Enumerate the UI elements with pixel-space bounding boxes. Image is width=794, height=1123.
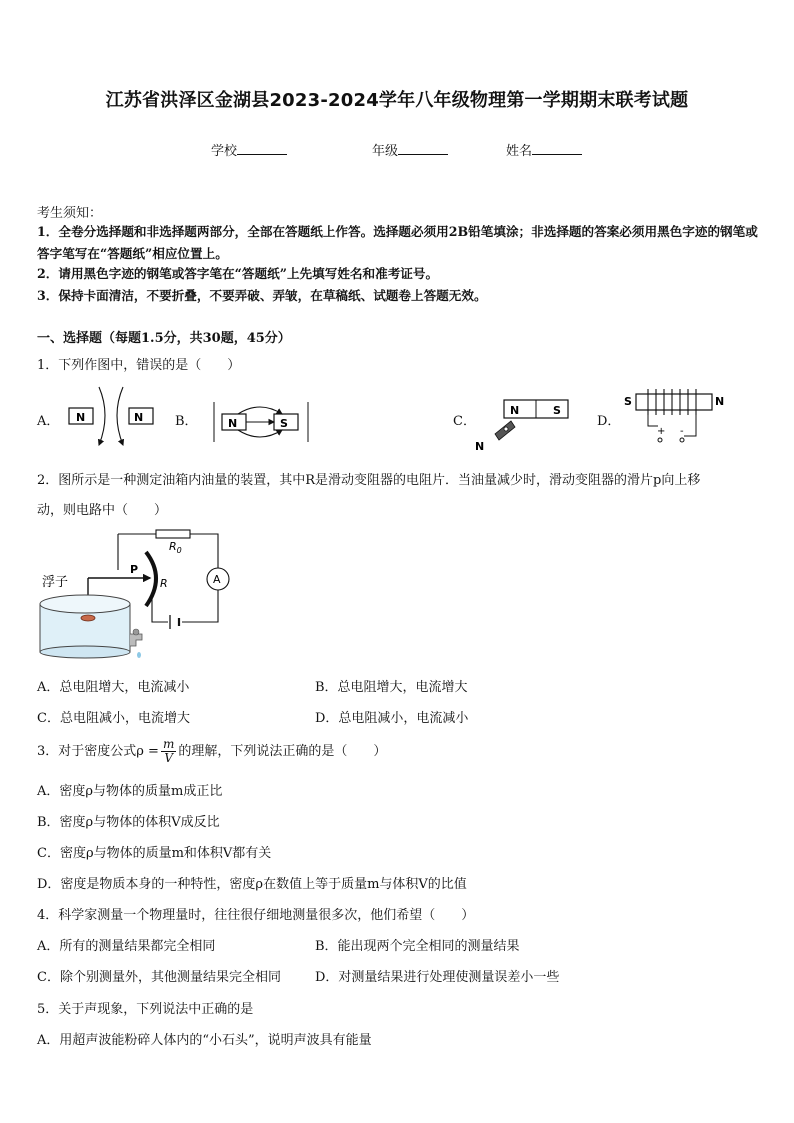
solenoid-s: S — [624, 395, 632, 408]
rheostat-label: R — [160, 577, 168, 590]
notice-heading: 考生须知： — [37, 206, 103, 221]
q3-option-c: C．密度ρ与物体的质量m和体积V都有关 — [37, 846, 272, 861]
q3-stem-pre: 3．对于密度公式ρ = — [37, 744, 159, 759]
grade-blank — [398, 141, 448, 155]
q5-stem: 5．关于声现象，下列说法中正确的是 — [37, 1002, 254, 1017]
density-fraction — [161, 738, 176, 765]
q2-stem-line-2: 动，则电路中（ ） — [37, 503, 168, 518]
field-line-left — [99, 387, 105, 445]
wire-bottom — [152, 598, 168, 622]
rheostat-r — [146, 552, 156, 606]
q3-option-b: B．密度ρ与物体的体积V成反比 — [37, 815, 220, 830]
solenoid-core — [636, 394, 712, 410]
name-blank — [532, 141, 582, 155]
magnet-n-label: N — [228, 417, 238, 430]
q5-option-a: A．用超声波能粉碎人体内的“小石头”，说明声波具有能量 — [37, 1033, 372, 1048]
field-line-right — [117, 387, 123, 445]
coil-lead-right — [684, 415, 696, 436]
notice-item-1: 1．全卷分选择题和非选择题两部分，全部在答题纸上作答。选择题必须用2B铅笔填涂；非选择题的答案必须用黑色字迹的钢笔或答字笔写在“答题纸”相应位置上。 — [37, 224, 758, 261]
fraction-denominator: V — [164, 751, 173, 765]
tap — [130, 634, 142, 646]
float-label: 浮子 — [42, 575, 69, 590]
q2-option-b: B．总电阻增大，电流增大 — [315, 680, 468, 695]
magnet-left-pole: N — [76, 411, 86, 424]
terminal-plus — [658, 438, 662, 442]
slider-label: P — [130, 563, 139, 576]
q1-label-c: C． — [453, 414, 476, 429]
page-title: 江苏省洪泽区金湖县2023-2024学年八年级物理第一学期期末联考试题 — [105, 90, 689, 111]
q1-label-a: A． — [37, 414, 60, 429]
solenoid-n: N — [715, 395, 725, 408]
school-field — [211, 140, 287, 159]
q1-stem: 1．下列作图中，错误的是（ ） — [37, 358, 241, 373]
minus-sign: - — [680, 426, 684, 437]
name-label: 姓名 — [506, 144, 533, 159]
q4-option-b: B．能出现两个完全相同的测量结果 — [315, 939, 520, 954]
ammeter-label: A — [213, 573, 221, 586]
coil-lead-left — [648, 415, 658, 426]
terminal-minus — [680, 438, 684, 442]
tank-top — [40, 595, 130, 613]
notice-item-2: 2．请用黑色字迹的钢笔或答字笔在“答题纸”上先填写姓名和准考证号。 — [37, 266, 439, 281]
q4-option-d: D．对测量结果进行处理使测量误差小一些 — [315, 970, 560, 985]
r0-label: $R_0$ — [169, 540, 182, 555]
q1-label-d: D． — [597, 414, 621, 429]
compass-n: N — [475, 440, 485, 453]
bar-magnet-n: N — [510, 404, 520, 417]
wire-right — [182, 590, 218, 622]
q3-option-d: D．密度是物质本身的一种特性，密度ρ在数值上等于质量m与体积V的比值 — [37, 877, 467, 892]
school-label: 学校 — [211, 144, 238, 159]
q2-stem-line-1: 2．图所示是一种测定油箱内油量的装置，其中R是滑动变阻器的电阻片．当油量减少时，滑动变阻器的滑片p向上移 — [37, 473, 701, 488]
bar-magnet-s: S — [553, 404, 561, 417]
q1-label-b: B． — [175, 414, 198, 429]
grade-label: 年级 — [372, 144, 399, 159]
q3-stem-post: 的理解，下列说法正确的是（ ） — [178, 744, 387, 759]
grade-field — [372, 140, 448, 159]
plus-sign: + — [657, 426, 666, 437]
q1-figure-c — [473, 394, 573, 456]
school-blank — [237, 141, 287, 155]
q4-option-c: C．除个别测量外，其他测量结果完全相同 — [37, 970, 281, 985]
q2-figure — [34, 528, 254, 662]
q2-option-c: C．总电阻减小，电流增大 — [37, 711, 190, 726]
field-line-bottom — [238, 430, 282, 437]
float — [81, 615, 95, 621]
resistor-r0 — [156, 530, 190, 538]
q4-stem: 4．科学家测量一个物理量时，往往很仔细地测量很多次，他们希望（ ） — [37, 908, 475, 923]
q3-stem — [37, 738, 386, 765]
q2-option-d: D．总电阻减小，电流减小 — [315, 711, 469, 726]
section-heading: 一、选择题（每题1.5分，共30题，45分） — [37, 331, 291, 346]
notice-item-3: 3．保持卡面清洁，不要折叠，不要弄破、弄皱，在草稿纸、试题卷上答题无效。 — [37, 288, 487, 303]
magnet-right-pole: N — [134, 411, 144, 424]
q1-figure-b — [208, 398, 318, 446]
tank-bottom — [40, 646, 130, 658]
water-drop — [137, 652, 141, 658]
compass-pivot — [504, 427, 508, 431]
tap-handle — [133, 629, 139, 635]
magnet-s-label: S — [280, 417, 288, 430]
q4-option-a: A．所有的测量结果都完全相同 — [37, 939, 216, 954]
q1-figure-a — [66, 385, 158, 451]
name-field — [506, 140, 582, 159]
q3-option-a: A．密度ρ与物体的质量m成正比 — [37, 784, 223, 799]
q2-option-a: A．总电阻增大，电流减小 — [37, 680, 190, 695]
fraction-numerator: m — [162, 737, 175, 751]
field-line-top — [238, 407, 282, 414]
q1-figure-d — [620, 384, 730, 452]
